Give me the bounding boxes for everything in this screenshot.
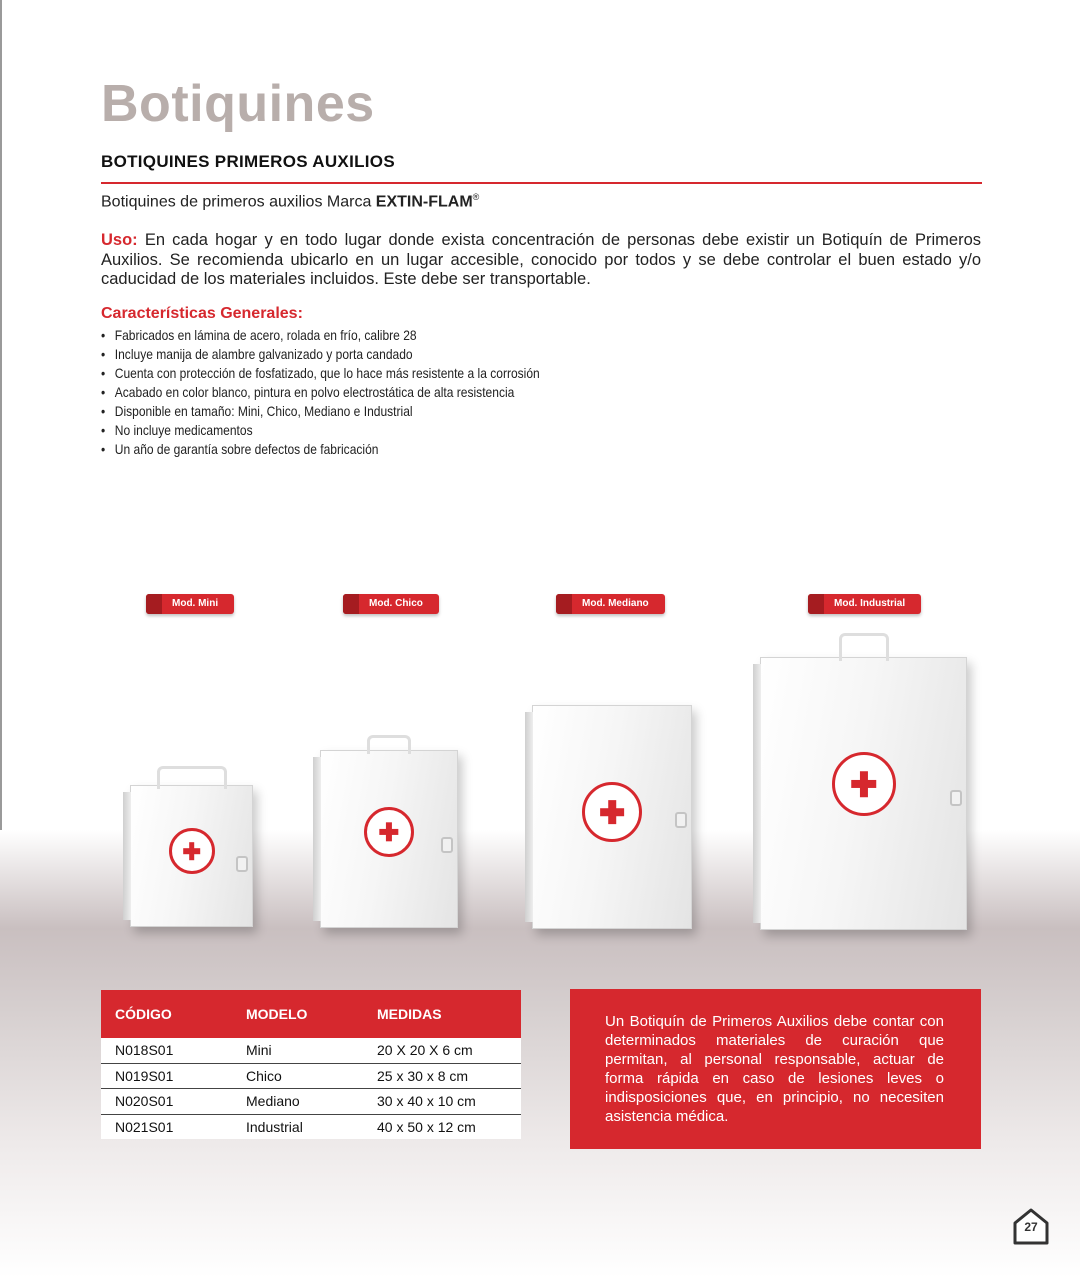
usage-label: Uso: <box>101 231 138 249</box>
tag-mod-mediano: Mod. Mediano <box>556 594 665 614</box>
latch-icon <box>441 837 453 853</box>
feature-item: • Un año de garantía sobre defectos de fabricación <box>101 440 540 459</box>
cell-modelo: Mini <box>246 1038 377 1063</box>
cell-modelo: Chico <box>246 1063 377 1089</box>
kit-mini-image <box>130 785 253 927</box>
page-title: Botiquines <box>101 75 375 133</box>
brand-text: Botiquines de primeros auxilios Marca <box>101 193 376 211</box>
tag-mod-chico: Mod. Chico <box>343 594 439 614</box>
cell-medidas: 25 x 30 x 8 cm <box>377 1063 521 1089</box>
latch-icon <box>236 856 248 872</box>
usage-paragraph <box>101 231 981 290</box>
features-title: Características Generales: <box>101 305 303 322</box>
kit-industrial-image <box>760 657 967 930</box>
feature-item: • Acabado en color blanco, pintura en polvo electrostática de alta resistencia <box>101 383 540 402</box>
brand-line <box>101 192 479 211</box>
kit-side <box>753 664 761 923</box>
col-header-codigo: CÓDIGO <box>101 990 246 1038</box>
latch-icon <box>950 790 962 806</box>
kit-mediano-image <box>532 705 692 929</box>
cell-medidas: 30 x 40 x 10 cm <box>377 1089 521 1115</box>
table-row <box>101 1114 521 1139</box>
kit-side <box>313 757 321 921</box>
cell-codigo: N021S01 <box>101 1114 246 1139</box>
cell-medidas: 40 x 50 x 12 cm <box>377 1114 521 1139</box>
col-header-modelo: MODELO <box>246 990 377 1038</box>
cell-modelo: Industrial <box>246 1114 377 1139</box>
cell-medidas: 20 X 20 X 6 cm <box>377 1038 521 1063</box>
models-table <box>101 990 521 1139</box>
tag-mod-mini: Mod. Mini <box>146 594 234 614</box>
kit-side <box>525 712 533 922</box>
table-header-row <box>101 990 521 1038</box>
registered-mark: ® <box>472 192 480 202</box>
table-row <box>101 1063 521 1089</box>
features-list <box>101 326 540 459</box>
col-header-medidas: MEDIDAS <box>377 990 521 1038</box>
feature-item: • Cuenta con protección de fosfatizado, que lo hace más resistente a la corrosión <box>101 364 540 383</box>
info-text: Un Botiquín de Primeros Auxilios debe contar con determinados materiales de curación que permitan, al personal responsable, actuar de forma rápida en caso de lesiones leves o indisposiciones que, en principio, no necesiten asistencia médica. <box>605 1013 944 1125</box>
cell-codigo: N018S01 <box>101 1038 246 1063</box>
red-cross-icon <box>364 807 414 857</box>
handle-icon <box>367 735 411 754</box>
latch-icon <box>675 812 687 828</box>
usage-text: En cada hogar y en todo lugar donde exista concentración de personas debe existir un Botiquín de Primeros Auxilios. Se recomienda ubicarlo en un lugar accesible, conocido por todos y se debe controlar el buen estado y/o caducidad de los materiales incluidos. Este debe ser transportable. <box>101 231 981 288</box>
feature-item: • Disponible en tamaño: Mini, Chico, Mediano e Industrial <box>101 402 540 421</box>
table-row <box>101 1089 521 1115</box>
red-cross-icon <box>169 828 215 874</box>
page-number: 27 <box>1024 1220 1038 1234</box>
handle-icon <box>839 633 889 661</box>
kit-side <box>123 792 131 920</box>
kit-chico-image <box>320 750 458 928</box>
tag-mod-industrial: Mod. Industrial <box>808 594 921 614</box>
red-cross-icon <box>582 782 642 842</box>
red-cross-icon <box>832 752 896 816</box>
table-row <box>101 1038 521 1063</box>
section-subtitle: BOTIQUINES PRIMEROS AUXILIOS <box>101 152 395 171</box>
handle-icon <box>157 766 227 789</box>
feature-item: • No incluye medicamentos <box>101 421 540 440</box>
cell-codigo: N019S01 <box>101 1063 246 1089</box>
cell-modelo: Mediano <box>246 1089 377 1115</box>
cell-codigo: N020S01 <box>101 1089 246 1115</box>
page-number-badge <box>1012 1207 1050 1247</box>
feature-item: • Fabricados en lámina de acero, rolada en frío, calibre 28 <box>101 326 540 345</box>
subtitle-divider <box>101 182 982 184</box>
feature-item: • Incluye manija de alambre galvanizado y porta candado <box>101 345 540 364</box>
info-callout <box>570 989 981 1149</box>
brand-name: EXTIN-FLAM <box>375 193 473 211</box>
